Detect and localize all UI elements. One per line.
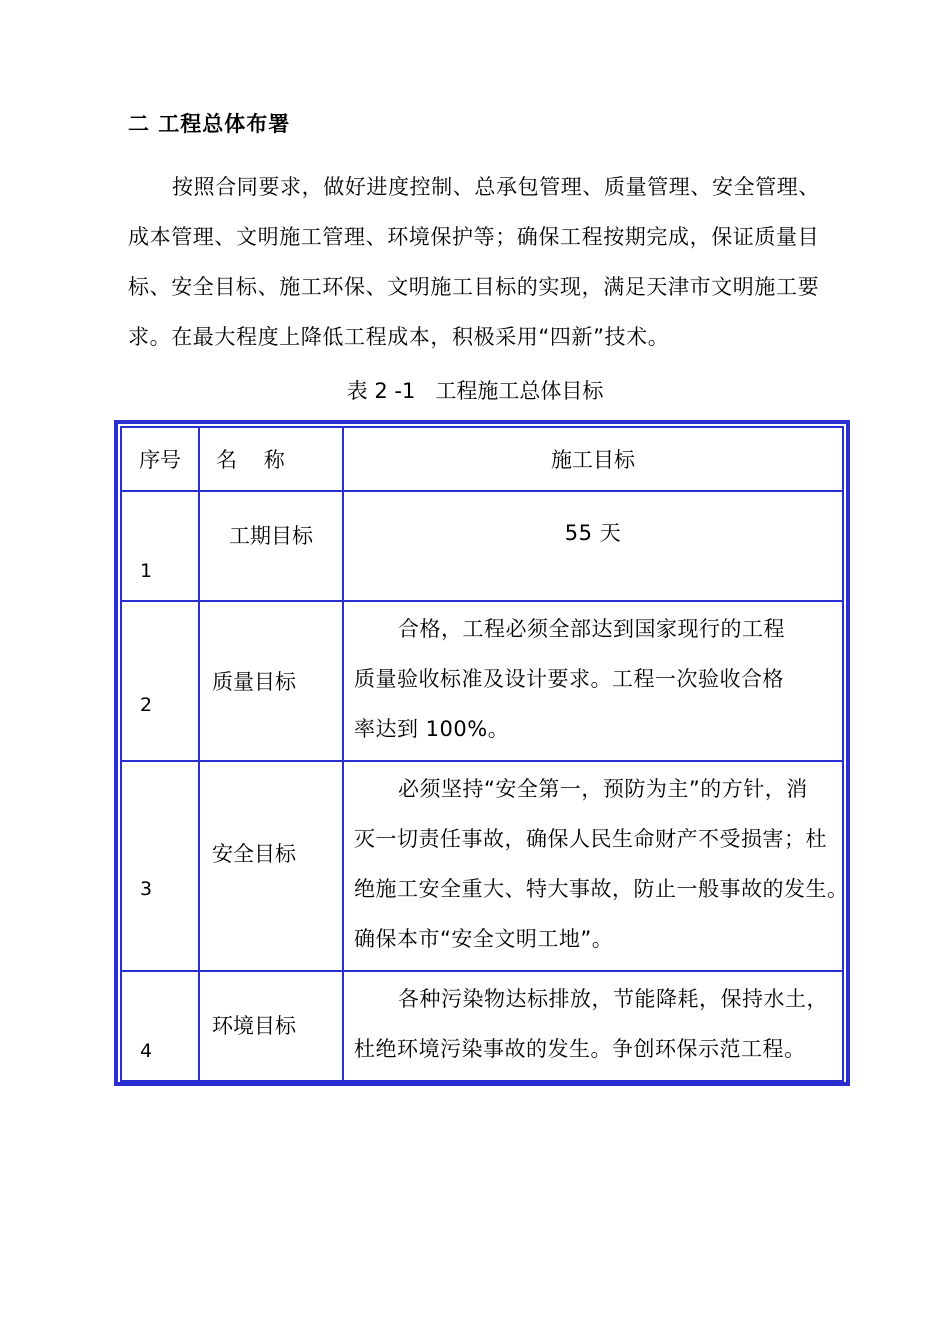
target-line: 杜绝环境污染事故的发生。争创环保示范工程。 bbox=[354, 1037, 806, 1061]
intro-line: 求。在最大程度上降低工程成本，积极采用“四新”技术。 bbox=[128, 325, 670, 349]
intro-paragraph bbox=[128, 162, 846, 362]
target-line: 绝施工安全重大、特大事故，防止一般事故的发生。 bbox=[354, 877, 849, 901]
row-no: 4 bbox=[121, 971, 199, 1081]
table-row bbox=[121, 491, 843, 601]
row-no: 1 bbox=[121, 491, 199, 601]
table-row bbox=[121, 971, 843, 1081]
goals-table bbox=[120, 426, 849, 1082]
row-no: 3 bbox=[121, 761, 199, 971]
table-header-row bbox=[121, 427, 843, 491]
goals-table-frame bbox=[114, 420, 850, 1086]
target-line: 确保本市“安全文明工地”。 bbox=[354, 927, 614, 951]
target-line: 必须坚持“安全第一，预防为主”的方针，消 bbox=[398, 777, 808, 801]
target-line: 率达到 100%。 bbox=[354, 717, 510, 741]
intro-line: 成本管理、文明施工管理、环境保护等；确保工程按期完成，保证质量目 bbox=[128, 225, 820, 249]
row-target bbox=[343, 491, 843, 601]
table-caption: 表 2 -1 工程施工总体目标 bbox=[346, 379, 604, 403]
target-line: 合格，工程必须全部达到国家现行的工程 bbox=[398, 617, 785, 641]
intro-line: 标、安全目标、施工环保、文明施工目标的实现，满足天津市文明施工要 bbox=[128, 275, 820, 299]
row-name: 质量目标 bbox=[199, 601, 343, 761]
table-row bbox=[121, 601, 843, 761]
row-no: 2 bbox=[121, 601, 199, 761]
header-target: 施工目标 bbox=[343, 427, 843, 491]
section-heading: 二 工程总体布署 bbox=[128, 112, 291, 136]
row-name: 工期目标 bbox=[199, 491, 343, 601]
target-line: 55 天 bbox=[564, 521, 622, 545]
header-no: 序号 bbox=[121, 427, 199, 491]
intro-line: 按照合同要求，做好进度控制、总承包管理、质量管理、安全管理、 bbox=[172, 175, 820, 199]
row-target bbox=[343, 761, 849, 971]
target-line: 质量验收标准及设计要求。工程一次验收合格 bbox=[354, 667, 784, 691]
row-target bbox=[343, 601, 843, 761]
target-line: 各种污染物达标排放，节能降耗，保持水土， bbox=[398, 987, 828, 1011]
target-line: 灭一切责任事故，确保人民生命财产不受损害；杜 bbox=[354, 827, 827, 851]
table-row bbox=[121, 761, 843, 971]
row-name: 环境目标 bbox=[199, 971, 343, 1081]
header-name: 名 称 bbox=[199, 427, 343, 491]
row-name: 安全目标 bbox=[199, 761, 343, 971]
row-target bbox=[343, 971, 843, 1081]
